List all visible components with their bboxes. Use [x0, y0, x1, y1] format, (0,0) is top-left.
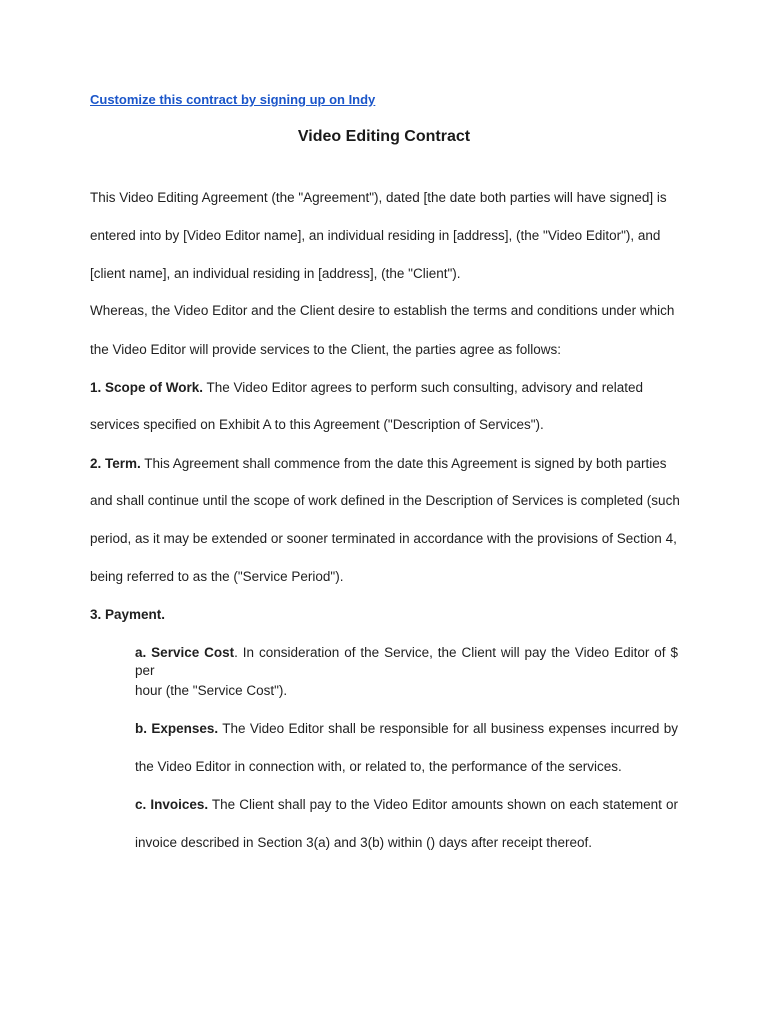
whereas-line-2: the Video Editor will provide services to the Client, the parties agree as follows: [90, 342, 561, 357]
section-3a-heading: a. Service Cost [135, 645, 235, 660]
section-3a-line-1 [135, 644, 678, 680]
section-3c-line-1 [135, 796, 678, 814]
intro-line-2: entered into by [Video Editor name], an individual residing in [address], (the "Video Editor"), and [90, 228, 661, 243]
section-3-heading: 3. Payment. [90, 607, 166, 622]
section-1-text: The Video Editor agrees to perform such consulting, advisory and related [203, 380, 644, 395]
section-1-heading: 1. Scope of Work. [90, 380, 204, 395]
whereas-line-1: Whereas, the Video Editor and the Client desire to establish the terms and conditions under which [90, 303, 675, 318]
section-2-line-1 [90, 455, 667, 473]
section-3b-text: The Video Editor shall be responsible for all business expenses incurred by [218, 721, 679, 736]
intro-line-1: This Video Editing Agreement (the "Agreement"), dated [the date both parties will have signed] is [90, 190, 667, 205]
section-2-line-3: period, as it may be extended or sooner terminated in accordance with the provisions of Section 4, [90, 531, 677, 546]
section-3b-line-1 [135, 720, 678, 738]
section-1-line-1 [90, 379, 643, 397]
section-3c-text: The Client shall pay to the Video Editor amounts shown on each statement or [208, 797, 678, 812]
signup-link[interactable]: Customize this contract by signing up on Indy [90, 92, 376, 107]
intro-line-3: [client name], an individual residing in [address], (the "Client"). [90, 266, 461, 281]
section-3a-text: . In consideration of the Service, the Client will pay the Video Editor of $ per [135, 645, 678, 678]
section-3a-line-2: hour (the "Service Cost"). [135, 683, 288, 698]
section-1-line-2: services specified on Exhibit A to this Agreement ("Description of Services"). [90, 417, 544, 432]
section-3b-line-2: the Video Editor in connection with, or related to, the performance of the services. [135, 759, 622, 774]
section-2-line-4: being referred to as the ("Service Period"). [90, 569, 344, 584]
section-2-heading: 2. Term. [90, 456, 141, 471]
document-title: Video Editing Contract [297, 128, 471, 145]
section-3c-line-2: invoice described in Section 3(a) and 3(b) within () days after receipt thereof. [135, 835, 592, 850]
section-2-text: This Agreement shall commence from the date this Agreement is signed by both parties [140, 456, 667, 471]
section-3b-heading: b. Expenses. [135, 721, 219, 736]
section-3c-heading: c. Invoices. [135, 797, 209, 812]
section-2-line-2: and shall continue until the scope of work defined in the Description of Services is completed (such [90, 493, 680, 508]
